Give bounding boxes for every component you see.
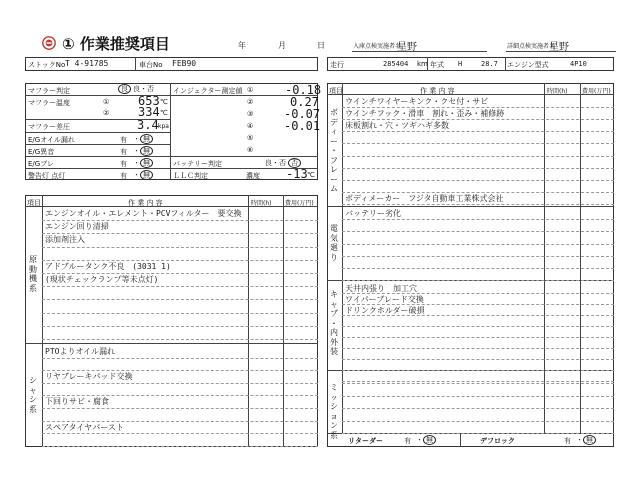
injector-value-3: -0.07 [284, 107, 321, 121]
mileage-value: 285404 [383, 60, 409, 68]
injector-no-6: ⑥ [247, 146, 254, 154]
injector-no-5: ⑤ [247, 134, 254, 142]
intake-inspector-name: 星野 [397, 42, 417, 53]
engine-work-row-6: (現状チェックランプ等未点灯) [45, 275, 159, 284]
engine-work-row-1: エンジンオイル・エレメント・PCVフィルター 要交換 [45, 209, 242, 218]
right-col-content: 作 業 内 容 [420, 87, 455, 95]
llc-unit: ℃ [307, 171, 315, 179]
eg-shake-no: ・ 無 [133, 158, 153, 168]
chassis-number-label: 車台No [139, 61, 163, 69]
eg-noise-label: E/G異音 [28, 148, 55, 156]
llc-concentration-label: 濃度 [246, 172, 260, 180]
chassis-work-row-1: PTOよりオイル漏れ [45, 347, 116, 356]
intake-inspector-label: 入庫点検実施者名 [353, 43, 402, 50]
injector-no-4: ④ [247, 122, 254, 130]
injector-value-4: -0.01 [284, 119, 321, 133]
left-col-cost: 費用(万円) [285, 200, 314, 207]
body-work-row-1: ウインチワイヤーキンク・クセ付・サビ [345, 97, 489, 106]
body-work-row-3: 床板割れ・穴・ツギハギ多数 [345, 121, 449, 131]
cab-work-row-2: ワイパーブレード交換 [345, 295, 424, 304]
engine-work-row-5: アドブルータンク不良 (3031 1) [45, 261, 171, 271]
muffler-diff-label: マフラー差圧 [28, 123, 70, 131]
chassis-work-row-3: リヤブレーキパッド交換 [45, 372, 133, 382]
difflock-yes: 有 [564, 437, 571, 445]
chassis-system-section: シ ャ シ 系 [29, 376, 37, 414]
muffler-diff-unit: kpa [158, 123, 169, 130]
difflock-label: デフロック [480, 437, 515, 445]
right-work-table [327, 83, 614, 447]
detail-inspector-label: 詳細点検実施者名 [507, 43, 556, 50]
model-year-value: 28.7 [481, 60, 498, 68]
difflock-no: ・ 無 [576, 435, 596, 445]
eg-noise-no: ・ 無 [133, 146, 153, 156]
body-work-row-2: ウインチフック・滑車 割れ・歪み・補修跡 [345, 109, 505, 119]
left-col-item: 項目 [27, 199, 41, 207]
warning-lamp-yes: 有 [120, 172, 127, 180]
muffler-judgement-label: マフラー判定 [28, 87, 70, 95]
retarder-yes: 有 [404, 437, 411, 445]
mileage-unit: km [417, 60, 428, 68]
stock-number-value: T 4-91785 [65, 59, 109, 68]
muffler-judgement-selected: 良 [118, 84, 131, 94]
injector-no-2: ② [247, 98, 254, 106]
body-frame-section: ボ デ ィ ー ・ フ レ ー ム [330, 108, 338, 193]
chassis-work-row-7: スペアタイヤパースト [45, 422, 124, 432]
chassis-number-value: FEB90 [172, 59, 197, 68]
mileage-label: 走行 [330, 61, 344, 69]
right-col-time: 時間(h) [547, 88, 568, 95]
muffler-temp2-value: 334 [138, 105, 160, 119]
battery-judgement-label: バッテリー判定 [173, 160, 222, 168]
model-year-label: 年式 [430, 61, 444, 69]
muffler-temp2-unit: ℃ [160, 109, 168, 117]
left-col-time: 時間(h) [251, 200, 272, 207]
injector-no-1: ① [247, 86, 254, 94]
detail-inspector-name: 星野 [549, 42, 569, 53]
cab-work-row-1: 天井内張り 加工穴 [345, 284, 417, 293]
warning-lamp-no: ・ 無 [133, 170, 153, 180]
warning-lamp-label: 警告灯 点灯 [28, 172, 66, 180]
injector-value-1: -0.18 [285, 83, 322, 97]
eg-shake-label: E/Gブレ [28, 160, 54, 168]
eg-noise-yes: 有 [120, 148, 127, 156]
engine-model-label: エンジン型式 [507, 61, 549, 69]
llc-judgement-label: ＬＬＣ判定 [173, 172, 208, 180]
eg-shake-yes: 有 [120, 160, 127, 168]
injector-label: インジェクター測定値 [173, 87, 243, 95]
date-month-label: 月 [278, 41, 286, 50]
battery-judgement-selected: 否 [288, 158, 301, 168]
eg-oil-leak-label: E/Gオイル漏れ [28, 136, 75, 144]
muffler-temp-label: マフラー温度 [28, 99, 70, 107]
chassis-work-row-5: 下回りサビ・腐食 [45, 397, 109, 407]
right-col-cost: 費用(万円) [582, 88, 611, 95]
retarder-no: ・ 無 [416, 435, 436, 445]
llc-value: -13 [286, 167, 308, 181]
injector-no-3: ③ [247, 110, 254, 118]
cab-work-row-3: ドリンクホルダー破損 [345, 306, 425, 315]
page-title: ① 作業推奨項目 [62, 35, 170, 53]
mission-section: ミ ッ シ ョ ン 系 [330, 383, 338, 440]
eg-oil-leak-no: ・ 無 [133, 134, 153, 144]
muffler-judgement-options [118, 84, 154, 94]
logo-seal-icon [42, 36, 56, 50]
muffler-temp1-no: ① [103, 98, 110, 106]
model-year-era: H [458, 60, 463, 68]
retarder-label: リターダー [348, 437, 383, 445]
left-col-content: 作 業 内 容 [128, 199, 163, 207]
eg-oil-leak-yes: 有 [120, 136, 127, 144]
electric-section: 電 気 廻 り [330, 224, 338, 262]
battery-judgement-all: 良・否 [265, 159, 286, 167]
engine-model-value: 4P10 [570, 60, 587, 68]
engine-work-row-2: エンジン回り清掃 [45, 222, 109, 232]
electric-work-row-1: バッテリー劣化 [345, 209, 401, 218]
stock-number-label: ストックNo [28, 61, 66, 69]
engine-work-row-3: 添加剤注入 [45, 235, 85, 245]
cab-interior-section: キ ャ ブ ・ 内 外 装 [330, 290, 338, 356]
right-col-item: 項目 [329, 87, 343, 95]
muffler-judgement-all: 良・否 [133, 85, 154, 93]
date-day-label: 日 [317, 41, 325, 50]
muffler-temp1-value: 653 [138, 94, 160, 108]
engine-system-section: 原 動 機 系 [29, 255, 37, 293]
injector-value-2: 0.27 [290, 95, 319, 109]
muffler-diff-value: 3.4 [137, 118, 159, 132]
muffler-temp1-unit: ℃ [160, 98, 168, 106]
date-year-label: 年 [238, 41, 246, 50]
body-work-row-9: ボディメーカー フジタ自動車工業株式会社 [345, 193, 504, 203]
muffler-temp2-no: ② [103, 109, 110, 117]
